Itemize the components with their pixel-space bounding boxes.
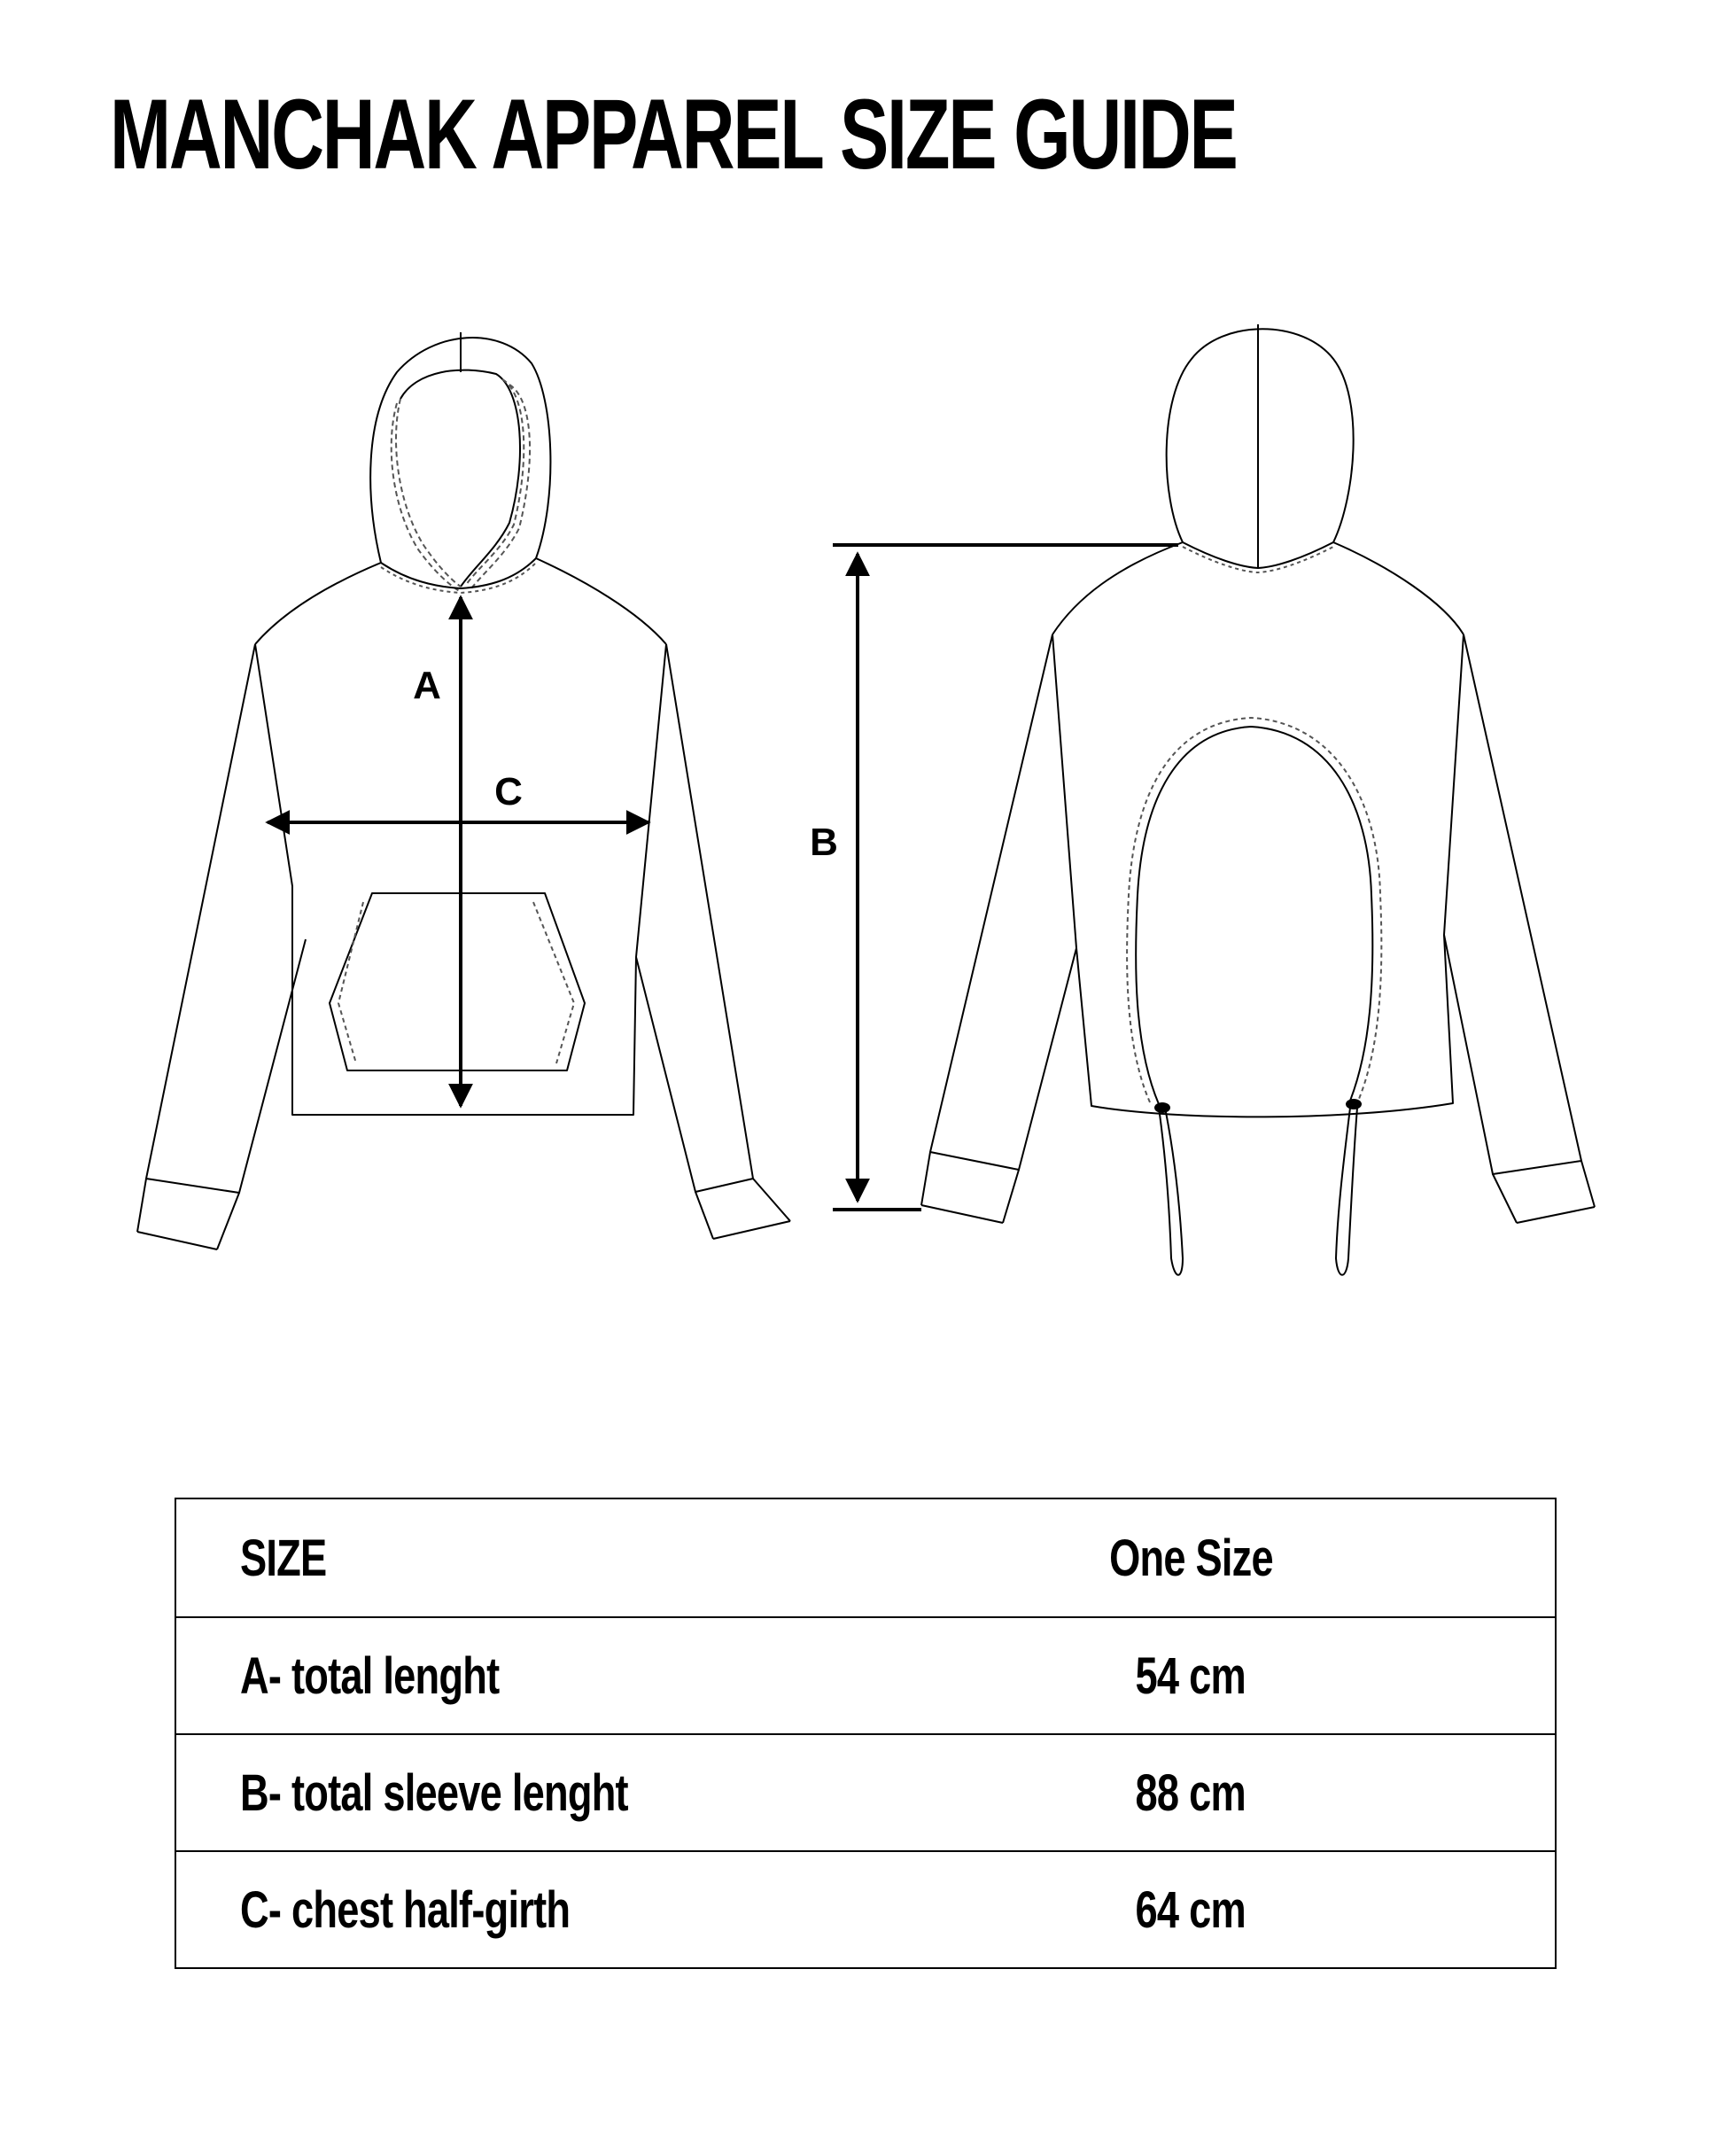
size-table (175, 1498, 1557, 1969)
hoodie-back-icon (921, 324, 1595, 1275)
header-size-value: One Size (1108, 1529, 1273, 1587)
label-c: C (494, 770, 523, 813)
page-title: MANCHAK APPAREL SIZE GUIDE (110, 79, 1237, 190)
table-row (176, 1616, 1555, 1733)
row-label: C- chest half-girth (240, 1880, 571, 1939)
label-b: B (810, 821, 838, 864)
cord-stopper-right-icon (1346, 1099, 1362, 1109)
row-value: 64 cm (1135, 1880, 1246, 1939)
measurement-b-group (833, 545, 1178, 1210)
row-label: B- total sleeve lenght (240, 1763, 628, 1822)
hoodie-front-icon (137, 332, 790, 1249)
label-a: A (413, 664, 441, 707)
table-row (176, 1733, 1555, 1850)
table-header-row (176, 1499, 1555, 1616)
table-row (176, 1850, 1555, 1967)
cord-stopper-left-icon (1154, 1102, 1170, 1113)
measurement-arrow-icon (268, 597, 648, 1106)
header-size-label: SIZE (240, 1529, 327, 1587)
row-value: 54 cm (1135, 1646, 1246, 1705)
row-label: A- total lenght (240, 1646, 500, 1705)
row-value: 88 cm (1135, 1763, 1246, 1822)
